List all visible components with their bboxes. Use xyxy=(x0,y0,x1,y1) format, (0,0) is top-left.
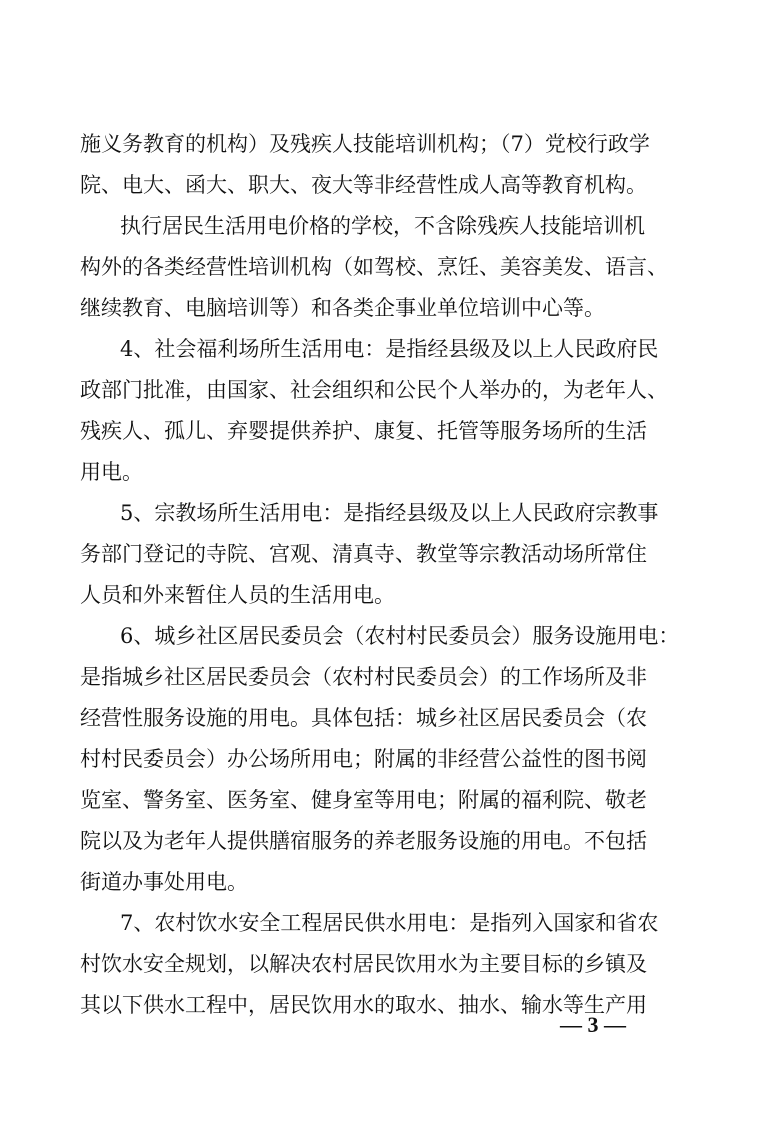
text-line: 览室、警务室、医务室、健身室等用电；附属的福利院、敬老 xyxy=(80,788,647,812)
text-line: 7、农村饮水安全工程居民供水用电：是指列入国家和省农 xyxy=(120,911,659,935)
text-line: 执行居民生活用电价格的学校，不含除残疾人技能培训机 xyxy=(120,214,645,238)
text-line: 街道办事处用电。 xyxy=(80,870,248,894)
text-line: 院以及为老年人提供膳宿服务的养老服务设施的用电。不包括 xyxy=(80,829,647,853)
text-line: 5、宗教场所生活用电：是指经县级及以上人民政府宗教事 xyxy=(120,501,659,525)
text-line: 其以下供水工程中，居民饮用水的取水、抽水、输水等生产用 xyxy=(80,993,647,1017)
text-line: 施义务教育的机构）及残疾人技能培训机构；（7）党校行政学 xyxy=(80,132,650,156)
text-line: 继续教育、电脑培训等）和各类企事业单位培训中心等。 xyxy=(80,296,605,320)
text-line: 村村民委员会）办公场所用电；附属的非经营公益性的图书阅 xyxy=(80,747,647,771)
text-line: 务部门登记的寺院、宫观、清真寺、教堂等宗教活动场所常住 xyxy=(80,542,647,566)
text-line: 村饮水安全规划，以解决农村居民饮用水为主要目标的乡镇及 xyxy=(80,952,647,976)
text-line: 政部门批准，由国家、社会组织和公民个人举办的，为老年人、 xyxy=(80,378,668,402)
text-line: 构外的各类经营性培训机构（如驾校、烹饪、美容美发、语言、 xyxy=(80,255,668,279)
text-line: 是指城乡社区居民委员会（农村村民委员会）的工作场所及非 xyxy=(80,665,647,689)
text-line: 残疾人、孤儿、弃婴提供养护、康复、托管等服务场所的生活 xyxy=(80,419,647,443)
text-line: 用电。 xyxy=(80,460,143,484)
text-line: 人员和外来暂住人员的生活用电。 xyxy=(80,583,395,607)
text-line: 6、城乡社区居民委员会（农村村民委员会）服务设施用电： xyxy=(120,624,680,648)
text-line: 4、社会福利场所生活用电：是指经县级及以上人民政府民 xyxy=(120,337,659,361)
page-number: — 3 — xyxy=(560,1012,626,1037)
text-line: 经营性服务设施的用电。具体包括：城乡社区居民委员会（农 xyxy=(80,706,647,730)
text-line: 院、电大、函大、职大、夜大等非经营性成人高等教育机构。 xyxy=(80,173,647,197)
